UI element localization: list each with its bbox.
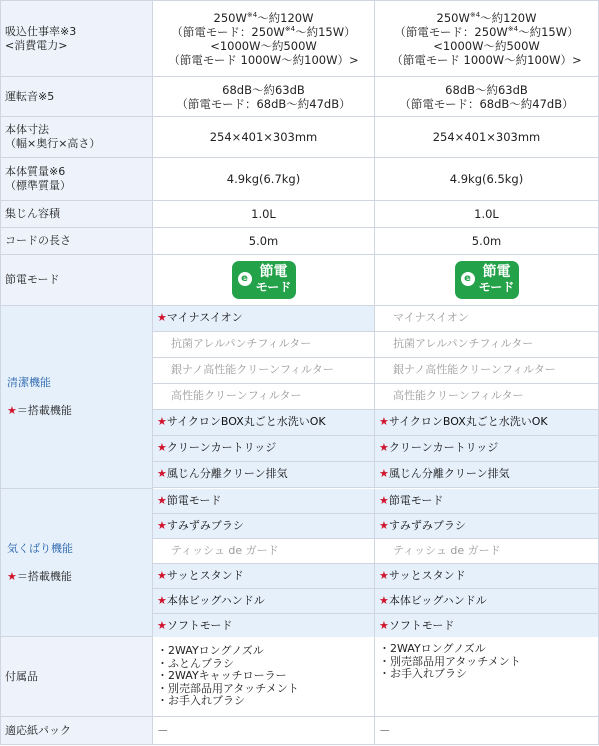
feature-name: 銀ナノ高性能クリーンフィルター [393,363,556,376]
row-eco-mode [0,255,599,306]
star-icon: ★ [379,467,389,480]
noise-a-line1: 68dB～約63dB [222,82,305,97]
accessories-label: 付属品 [5,669,38,683]
feature-cell-a [153,384,375,410]
feature-cell-b [375,410,599,436]
row-power [0,0,599,77]
group-note-cleaning [7,401,146,421]
group-note-text: ＝搭載機能 [16,404,72,417]
paper-value-a [153,717,375,745]
size-value-a [153,117,375,158]
star-icon: ★ [157,415,167,428]
star-icon: ★ [379,415,389,428]
capacity-a: 1.0L [251,207,276,221]
feature-cell-b [375,614,599,639]
feature-name: 節電モード [388,494,444,507]
group-note-text: ＝搭載機能 [16,569,72,583]
feature-cell-a [153,489,375,514]
feature-cell-a [153,306,375,332]
row-size [0,117,599,158]
feature-name: 高性能クリーンフィルター [393,389,524,402]
feature-cell-b [375,539,599,564]
row-accessories [0,637,599,717]
mass-b: 4.9kg(6.5kg) [449,172,524,186]
size-b: 254×401×303mm [432,130,541,144]
row-label-mass [0,158,153,201]
feature-name: ティッシュ de ガード [393,544,501,557]
noise-value-a [153,77,375,117]
feature-cell-a [153,539,375,564]
power-a-l1a: 250W [213,10,247,25]
group-note-care [7,567,146,587]
row-label-capacity [0,201,153,228]
power-b-l2b: ～約15W） [518,24,579,39]
feature-name: サイクロンBOX丸ごと水洗いOK [388,415,548,428]
feature-name: ティッシュ de ガード [171,544,279,557]
capacity-label: 集じん容積 [5,207,60,220]
cord-value-b [375,228,599,255]
capacity-value-b [375,201,599,228]
power-a-l2s: ※4 [284,24,296,33]
feature-name: すみずみブラシ [166,519,244,532]
size-label-line1: 本体寸法 [5,123,49,136]
feature-name: サイクロンBOX丸ごと水洗いOK [166,415,326,428]
row-label-eco-mode [0,255,153,306]
power-a-l2b: ～約15W） [295,24,356,39]
feature-name: ソフトモード [388,619,455,632]
feature-name: サッとスタンド [388,569,466,582]
eco-badge-line1: 節電 [259,264,288,280]
mass-a: 4.9kg(6.7kg) [226,172,301,186]
feature-name: 本体ビッグハンドル [388,594,487,607]
size-label-line2: （幅×奥行×高さ） [5,137,101,150]
accessory-item: ・別売部品用アタッチメント [157,681,299,695]
power-b-l1b: ～約120W [480,10,537,25]
star-icon: ★ [379,519,389,532]
power-b-l1s: ※4 [469,10,481,19]
eco-value-a [153,255,375,306]
noise-label: 運転音※5 [5,89,55,103]
star-icon: ★ [7,569,17,583]
accessory-item: ・お手入れブラシ [379,667,467,680]
feature-name: マイナスイオン [166,311,243,324]
feature-cell-b [375,514,599,539]
accessory-item: ・2WAYキャッチローラー [157,669,287,683]
feature-name: 風じん分離クリーン排気 [166,467,288,480]
feature-name: サッとスタンド [166,569,244,582]
feature-cell-b [375,384,599,410]
row-label-cord [0,228,153,255]
star-icon: ★ [157,311,167,324]
feature-cell-b [375,564,599,589]
accessories-value-a [153,637,375,717]
power-b-l2s: ※4 [507,24,519,33]
mass-label-line2: （標準質量） [5,179,71,192]
group-title-care: 気くばり機能 [7,541,73,555]
feature-cell-a [153,564,375,589]
capacity-b: 1.0L [474,207,499,221]
row-cord [0,228,599,255]
power-label-line2: <消費電力> [5,38,68,52]
cord-label: コードの長さ [5,234,71,247]
paper-label: 適応紙パック [5,723,71,737]
eco-value-b [375,255,599,306]
row-mass [0,158,599,201]
power-b-l2a: （節電モード：250W [394,24,508,39]
row-label-noise [0,77,153,117]
eco-badge-line1: 節電 [482,264,511,280]
star-icon: ★ [157,494,167,507]
power-a-l2a: （節電モード：250W [171,24,285,39]
feature-name: クリーンカートリッジ [388,441,499,454]
feature-cell-a [153,614,375,639]
star-icon: ★ [157,467,167,480]
eco-badge-line2: モード [478,280,515,294]
feature-cell-b [375,589,599,614]
feature-cell-a [153,358,375,384]
star-icon: ★ [379,619,389,632]
feature-cell-b [375,489,599,514]
cord-a: 5.0m [248,234,279,248]
group-label-cleaning [0,306,153,489]
noise-b-line1: 68dB～約63dB [445,82,528,97]
star-icon: ★ [379,569,389,582]
eco-badge-line2: モード [255,280,292,294]
paper-a: － [157,723,169,738]
eco-label: 節電モード [5,273,60,286]
star-icon: ★ [157,569,167,582]
feature-cell-a [153,589,375,614]
feature-name: 抗菌アレルパンチフィルター [393,337,534,350]
feature-cell-b [375,462,599,488]
noise-b-line2: （節電モード：68dB～約47dB） [399,96,574,111]
feature-cell-b [375,332,599,358]
size-value-b [375,117,599,158]
feature-cell-a [153,436,375,462]
accessories-value-b [375,637,599,717]
cord-b: 5.0m [471,234,502,248]
paper-b: － [379,723,391,738]
row-paper-pack [0,717,599,745]
feature-name: 本体ビッグハンドル [166,594,265,607]
power-a-l3: <1000W～約500W [210,38,317,53]
star-icon: ★ [379,441,389,454]
accessory-item: ・別売部品用アタッチメント [379,654,521,668]
star-icon: ★ [157,441,167,454]
feature-cell-b [375,436,599,462]
feature-cell-a [153,410,375,436]
power-b-l1a: 250W [436,10,470,25]
accessory-item: ・ふとんブラシ [157,656,234,670]
power-a-l1s: ※4 [246,10,258,19]
power-value-a [153,0,375,77]
paper-value-b [375,717,599,745]
eco-mode-badge-icon [455,261,519,299]
star-icon: ★ [7,404,17,417]
mass-value-b [375,158,599,201]
feature-name: 銀ナノ高性能クリーンフィルター [171,363,334,376]
capacity-value-a [153,201,375,228]
feature-name: 風じん分離クリーン排気 [388,467,510,480]
row-label-accessories [0,637,153,717]
noise-a-line2: （節電モード：68dB～約47dB） [176,96,351,111]
feature-name: すみずみブラシ [388,519,466,532]
feature-name: 高性能クリーンフィルター [171,389,302,402]
eco-badge-circle: e [461,272,475,286]
feature-cell-a [153,514,375,539]
group-label-care [0,489,153,637]
row-noise [0,77,599,117]
star-icon: ★ [379,494,389,507]
power-value-b [375,0,599,77]
feature-cell-b [375,358,599,384]
row-label-power [0,0,153,77]
feature-cell-b [375,306,599,332]
feature-cell-a [153,462,375,488]
group-title-cleaning: 清潔機能 [7,376,51,389]
cord-value-a [153,228,375,255]
feature-name: クリーンカートリッジ [166,441,277,454]
feature-name: 抗菌アレルパンチフィルター [171,337,312,350]
feature-name: マイナスイオン [393,311,469,324]
accessory-item: ・2WAYロングノズル [379,642,486,655]
feature-name: 節電モード [166,494,222,507]
noise-value-b [375,77,599,117]
row-label-size [0,117,153,158]
power-b-l3: <1000W～約500W [433,38,540,53]
power-b-l4: （節電モード 1000W～約100W）> [391,52,582,67]
power-a-l1b: ～約120W [257,10,314,25]
feature-name: ソフトモード [166,619,233,632]
star-icon: ★ [379,594,389,607]
accessory-item: ・お手入れブラシ [157,694,245,708]
power-a-l4: （節電モード 1000W～約100W）> [168,52,359,67]
mass-label-line1: 本体質量※6 [5,165,66,178]
star-icon: ★ [157,519,167,532]
eco-badge-circle: e [238,272,252,286]
row-capacity [0,201,599,228]
row-label-paper-pack [0,717,153,745]
eco-mode-badge-icon [232,261,296,299]
star-icon: ★ [157,594,167,607]
size-a: 254×401×303mm [209,130,318,144]
accessory-item: ・2WAYロングノズル [157,644,264,658]
power-label-line1: 吸込仕事率※3 [5,24,77,38]
star-icon: ★ [157,619,167,632]
mass-value-a [153,158,375,201]
feature-cell-a [153,332,375,358]
